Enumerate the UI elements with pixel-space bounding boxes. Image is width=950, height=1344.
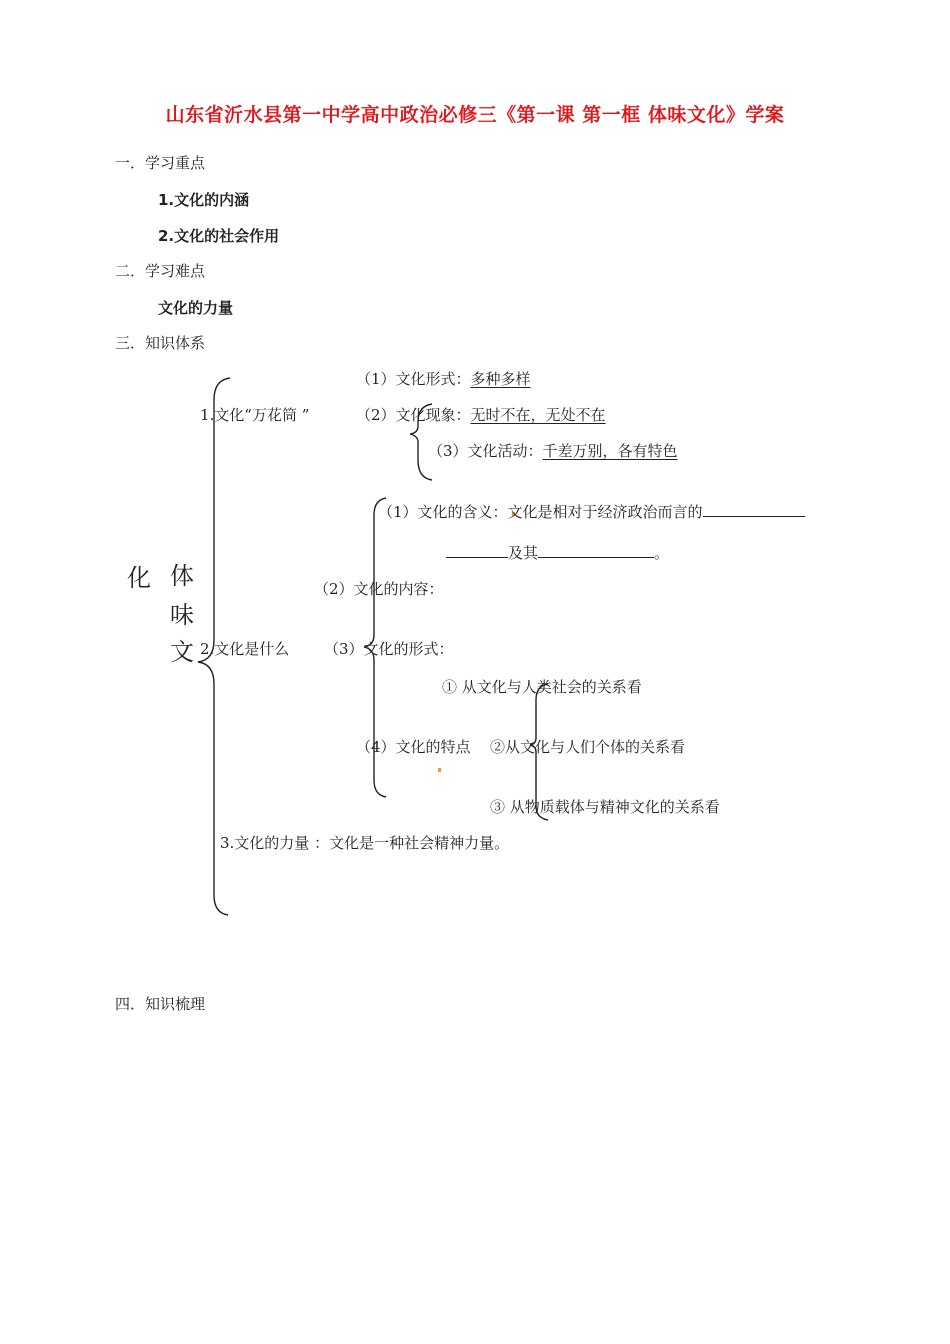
b1-item-3: （3）文化活动：千差万别，各有特色 [428, 442, 678, 460]
b2-item-1: （1）文化的含义：文化是相对于经济政治而言的 [378, 501, 805, 522]
branch-3: 3.文化的力量 ：文化是一种社会精神力量。 [220, 834, 510, 852]
fill-blank-1[interactable] [703, 504, 805, 517]
branch-2-label: 2.文化是什么 [200, 640, 290, 658]
section-heading-key-points: 一．学习重点 [115, 154, 206, 172]
b2-item-1-cont: 及其 。 [446, 542, 669, 563]
b1-answer-2: 无时不在，无处不在 [470, 406, 606, 424]
difficulty-1: 文化的力量 [158, 299, 234, 317]
root-char-4: 化 [127, 564, 151, 592]
page-title: 山东省沂水县第一中学高中政治必修三《第一课 第一框 体味文化》学案 [165, 104, 785, 126]
fill-blank-3[interactable] [538, 545, 654, 558]
fill-blank-2[interactable] [446, 545, 508, 558]
key-point-1: 1.文化的内涵 [158, 191, 250, 209]
b2-item-3: （3）文化的形式： [324, 640, 454, 658]
b1-answer-3: 千差万别，各有特色 [542, 442, 678, 460]
root-char-3: 文 [170, 638, 194, 666]
branch-1-label: 1.文化“万花筒 ” [200, 406, 310, 424]
feature-3: ③ 从物质载体与精神文化的关系看 [490, 798, 720, 816]
b1-item-1: （1）文化形式：多种多样 [356, 370, 531, 388]
section-heading-difficulties: 二．学习难点 [115, 262, 206, 280]
key-point-2: 2.文化的社会作用 [158, 227, 280, 245]
b1-item-2: （2）文化现象：无时不在，无处不在 [356, 406, 606, 424]
b1-answer-1: 多种多样 [470, 370, 531, 388]
root-char-2: 味 [170, 601, 194, 629]
section-heading-knowledge-review: 四．知识梳理 [115, 995, 206, 1013]
feature-1: ① 从文化与人类社会的关系看 [442, 678, 642, 696]
root-char-1: 体 [170, 562, 194, 590]
orange-mark-2 [438, 768, 441, 772]
b2-item-4: （4）文化的特点 [356, 738, 471, 756]
section-heading-knowledge-system: 三．知识体系 [115, 334, 206, 352]
b2-item-2: （2）文化的内容： [314, 580, 444, 598]
feature-2: ②从文化与人们个体的关系看 [490, 738, 686, 756]
